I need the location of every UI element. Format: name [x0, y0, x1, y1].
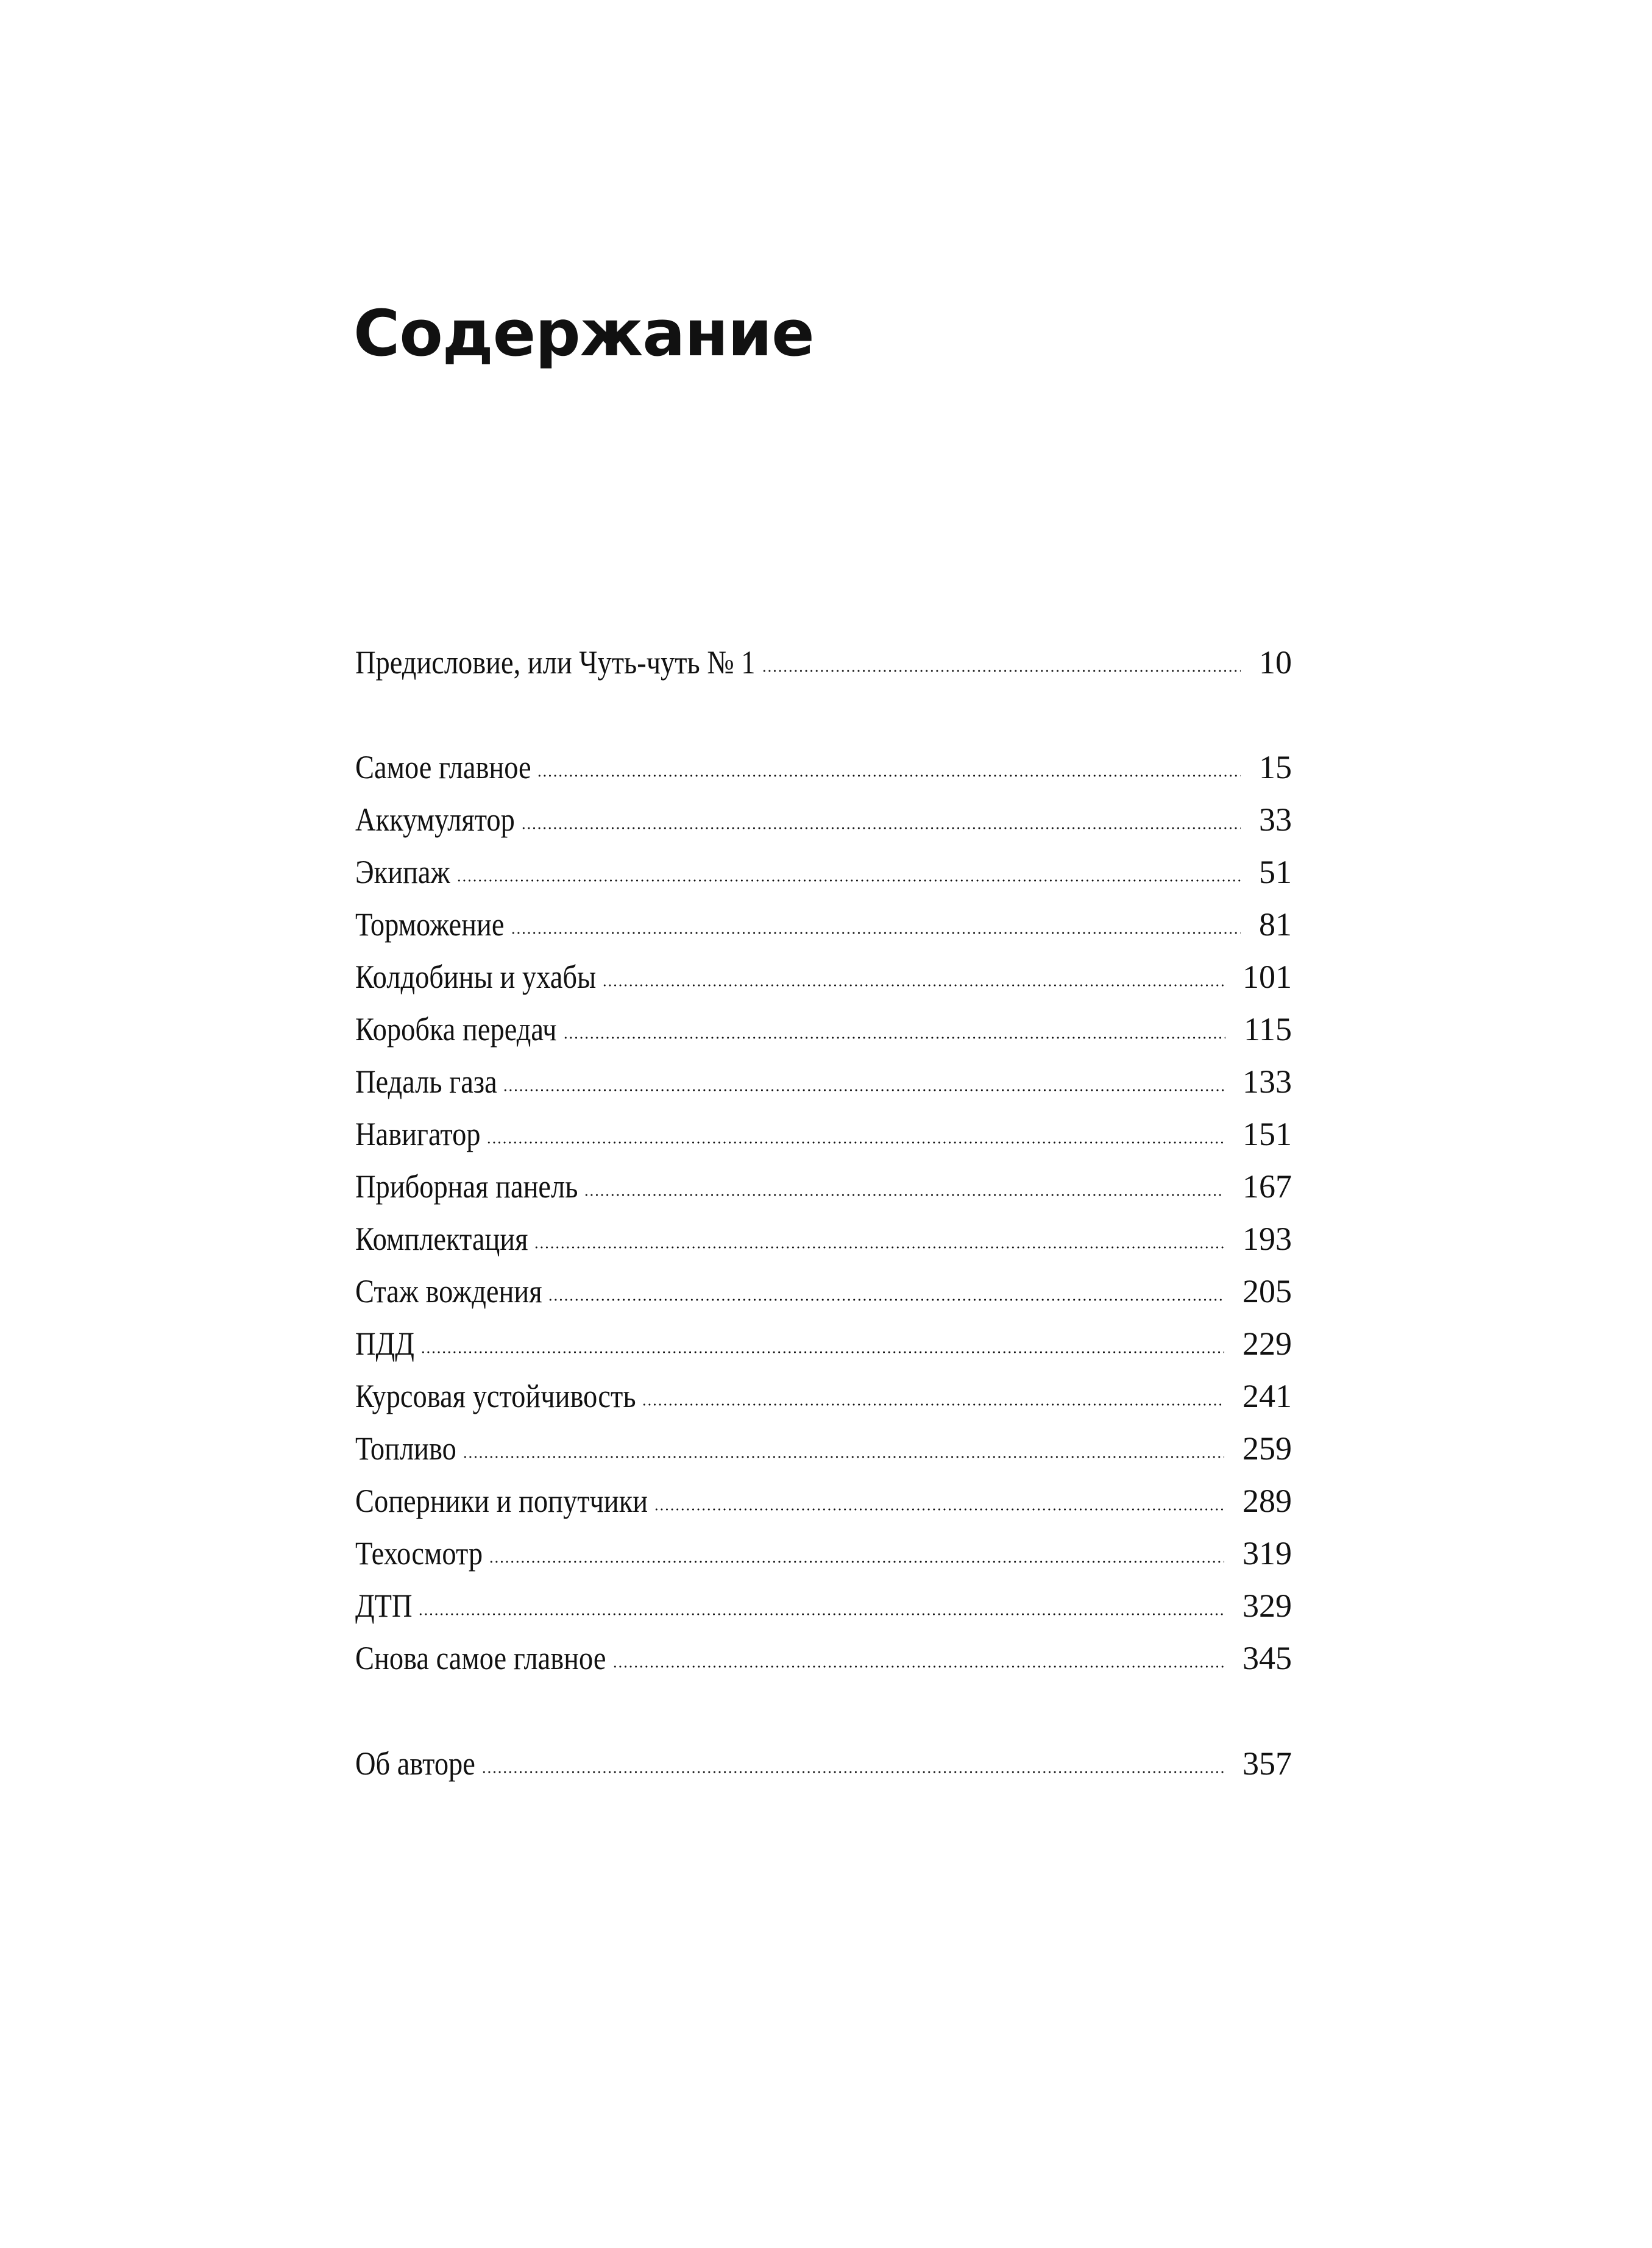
dot-leader	[654, 1508, 1224, 1511]
toc-entry-page: 10	[1259, 644, 1292, 681]
dot-leader	[534, 1246, 1224, 1249]
toc-entry[interactable]	[355, 898, 1292, 951]
dot-leader	[486, 1141, 1224, 1144]
toc-entry-title: Педаль газа	[355, 1063, 497, 1100]
toc-entry-title: Снова самое главное	[355, 1640, 606, 1676]
toc-entry[interactable]	[355, 1055, 1292, 1108]
toc-entry-page: 259	[1243, 1430, 1292, 1467]
toc-entry-page: 241	[1243, 1378, 1292, 1414]
dot-leader	[503, 1089, 1224, 1091]
dot-leader	[418, 1613, 1224, 1615]
toc-entry-title: Навигатор	[355, 1116, 481, 1152]
dot-leader	[489, 1561, 1224, 1563]
toc-entry-title: Торможение	[355, 906, 505, 943]
toc-entry-title: Об авторе	[355, 1745, 475, 1782]
toc-entry-title: Коробка передач	[355, 1011, 557, 1048]
dot-leader	[481, 1771, 1224, 1773]
dot-leader	[612, 1665, 1224, 1668]
toc-entry[interactable]	[355, 1632, 1292, 1684]
toc-entry-page: 193	[1243, 1221, 1292, 1257]
toc-entry[interactable]	[355, 951, 1292, 1003]
toc-entry-title: Самое главное	[355, 749, 531, 785]
toc-entry[interactable]	[355, 1108, 1292, 1160]
toc-entry-page: 151	[1243, 1116, 1292, 1152]
toc-entry[interactable]	[355, 1580, 1292, 1632]
page-title: Содержание	[353, 296, 814, 371]
dot-leader	[456, 879, 1241, 882]
toc-group-chapters	[355, 741, 1292, 1684]
toc-entry-page: 15	[1259, 749, 1292, 785]
toc-entry[interactable]	[355, 1475, 1292, 1527]
dot-leader	[584, 1194, 1224, 1196]
toc-entry[interactable]	[355, 1317, 1292, 1370]
toc-entry[interactable]	[355, 1737, 1292, 1790]
dot-leader	[602, 984, 1224, 987]
toc-entry-page: 319	[1243, 1535, 1292, 1572]
dot-leader	[463, 1456, 1224, 1458]
toc-entry-title: Предисловие, или Чуть-чуть № 1	[355, 644, 756, 681]
toc-entry-page: 329	[1243, 1587, 1292, 1624]
toc-entry[interactable]	[355, 741, 1292, 793]
toc-entry-title: Стаж вождения	[355, 1273, 542, 1310]
toc-entry-page: 101	[1243, 959, 1292, 995]
toc-entry[interactable]	[355, 1370, 1292, 1422]
toc-entry[interactable]	[355, 846, 1292, 898]
toc-entry[interactable]	[355, 1422, 1292, 1475]
dot-leader	[537, 775, 1241, 777]
toc-entry-title: Соперники и попутчики	[355, 1483, 648, 1519]
toc-entry-title: Курсовая устойчивость	[355, 1378, 636, 1414]
toc-entry-title: Комплектация	[355, 1221, 528, 1257]
toc-entry[interactable]	[355, 1160, 1292, 1213]
dot-leader	[642, 1403, 1224, 1406]
dot-leader	[563, 1037, 1225, 1039]
toc-group-intro	[355, 636, 1292, 689]
dot-leader	[521, 827, 1241, 829]
toc-entry-page: 289	[1243, 1483, 1292, 1519]
toc-entry-page: 345	[1243, 1640, 1292, 1676]
toc-entry-page: 205	[1243, 1273, 1292, 1310]
toc-entry-page: 81	[1259, 906, 1292, 943]
toc-entry[interactable]	[355, 1527, 1292, 1580]
toc-group-outro	[355, 1737, 1292, 1790]
toc-entry-page: 167	[1243, 1168, 1292, 1205]
dot-leader	[420, 1351, 1224, 1353]
toc-entry-page: 229	[1243, 1325, 1292, 1362]
toc-entry-title: Топливо	[355, 1430, 456, 1467]
toc-entry[interactable]	[355, 1003, 1292, 1055]
toc-entry-title: Экипаж	[355, 854, 450, 890]
toc-entry-page: 51	[1259, 854, 1292, 890]
dot-leader	[548, 1299, 1224, 1301]
toc-entry[interactable]	[355, 1213, 1292, 1265]
toc-entry[interactable]	[355, 1265, 1292, 1317]
toc-entry[interactable]	[355, 793, 1292, 846]
toc-entry-page: 33	[1259, 801, 1292, 838]
toc-entry-title: ДТП	[355, 1587, 413, 1624]
dot-leader	[762, 670, 1241, 672]
toc-entry-page: 115	[1244, 1011, 1292, 1048]
toc-entry-title: Техосмотр	[355, 1535, 483, 1572]
toc-entry-title: Приборная панель	[355, 1168, 578, 1205]
toc-entry-page: 357	[1243, 1745, 1292, 1782]
table-of-contents	[355, 636, 1292, 1790]
toc-entry-title: Колдобины и ухабы	[355, 959, 597, 995]
toc-entry[interactable]	[355, 636, 1292, 689]
toc-entry-page: 133	[1243, 1063, 1292, 1100]
toc-entry-title: Аккумулятор	[355, 801, 515, 838]
dot-leader	[511, 932, 1241, 934]
toc-entry-title: ПДД	[355, 1325, 414, 1362]
